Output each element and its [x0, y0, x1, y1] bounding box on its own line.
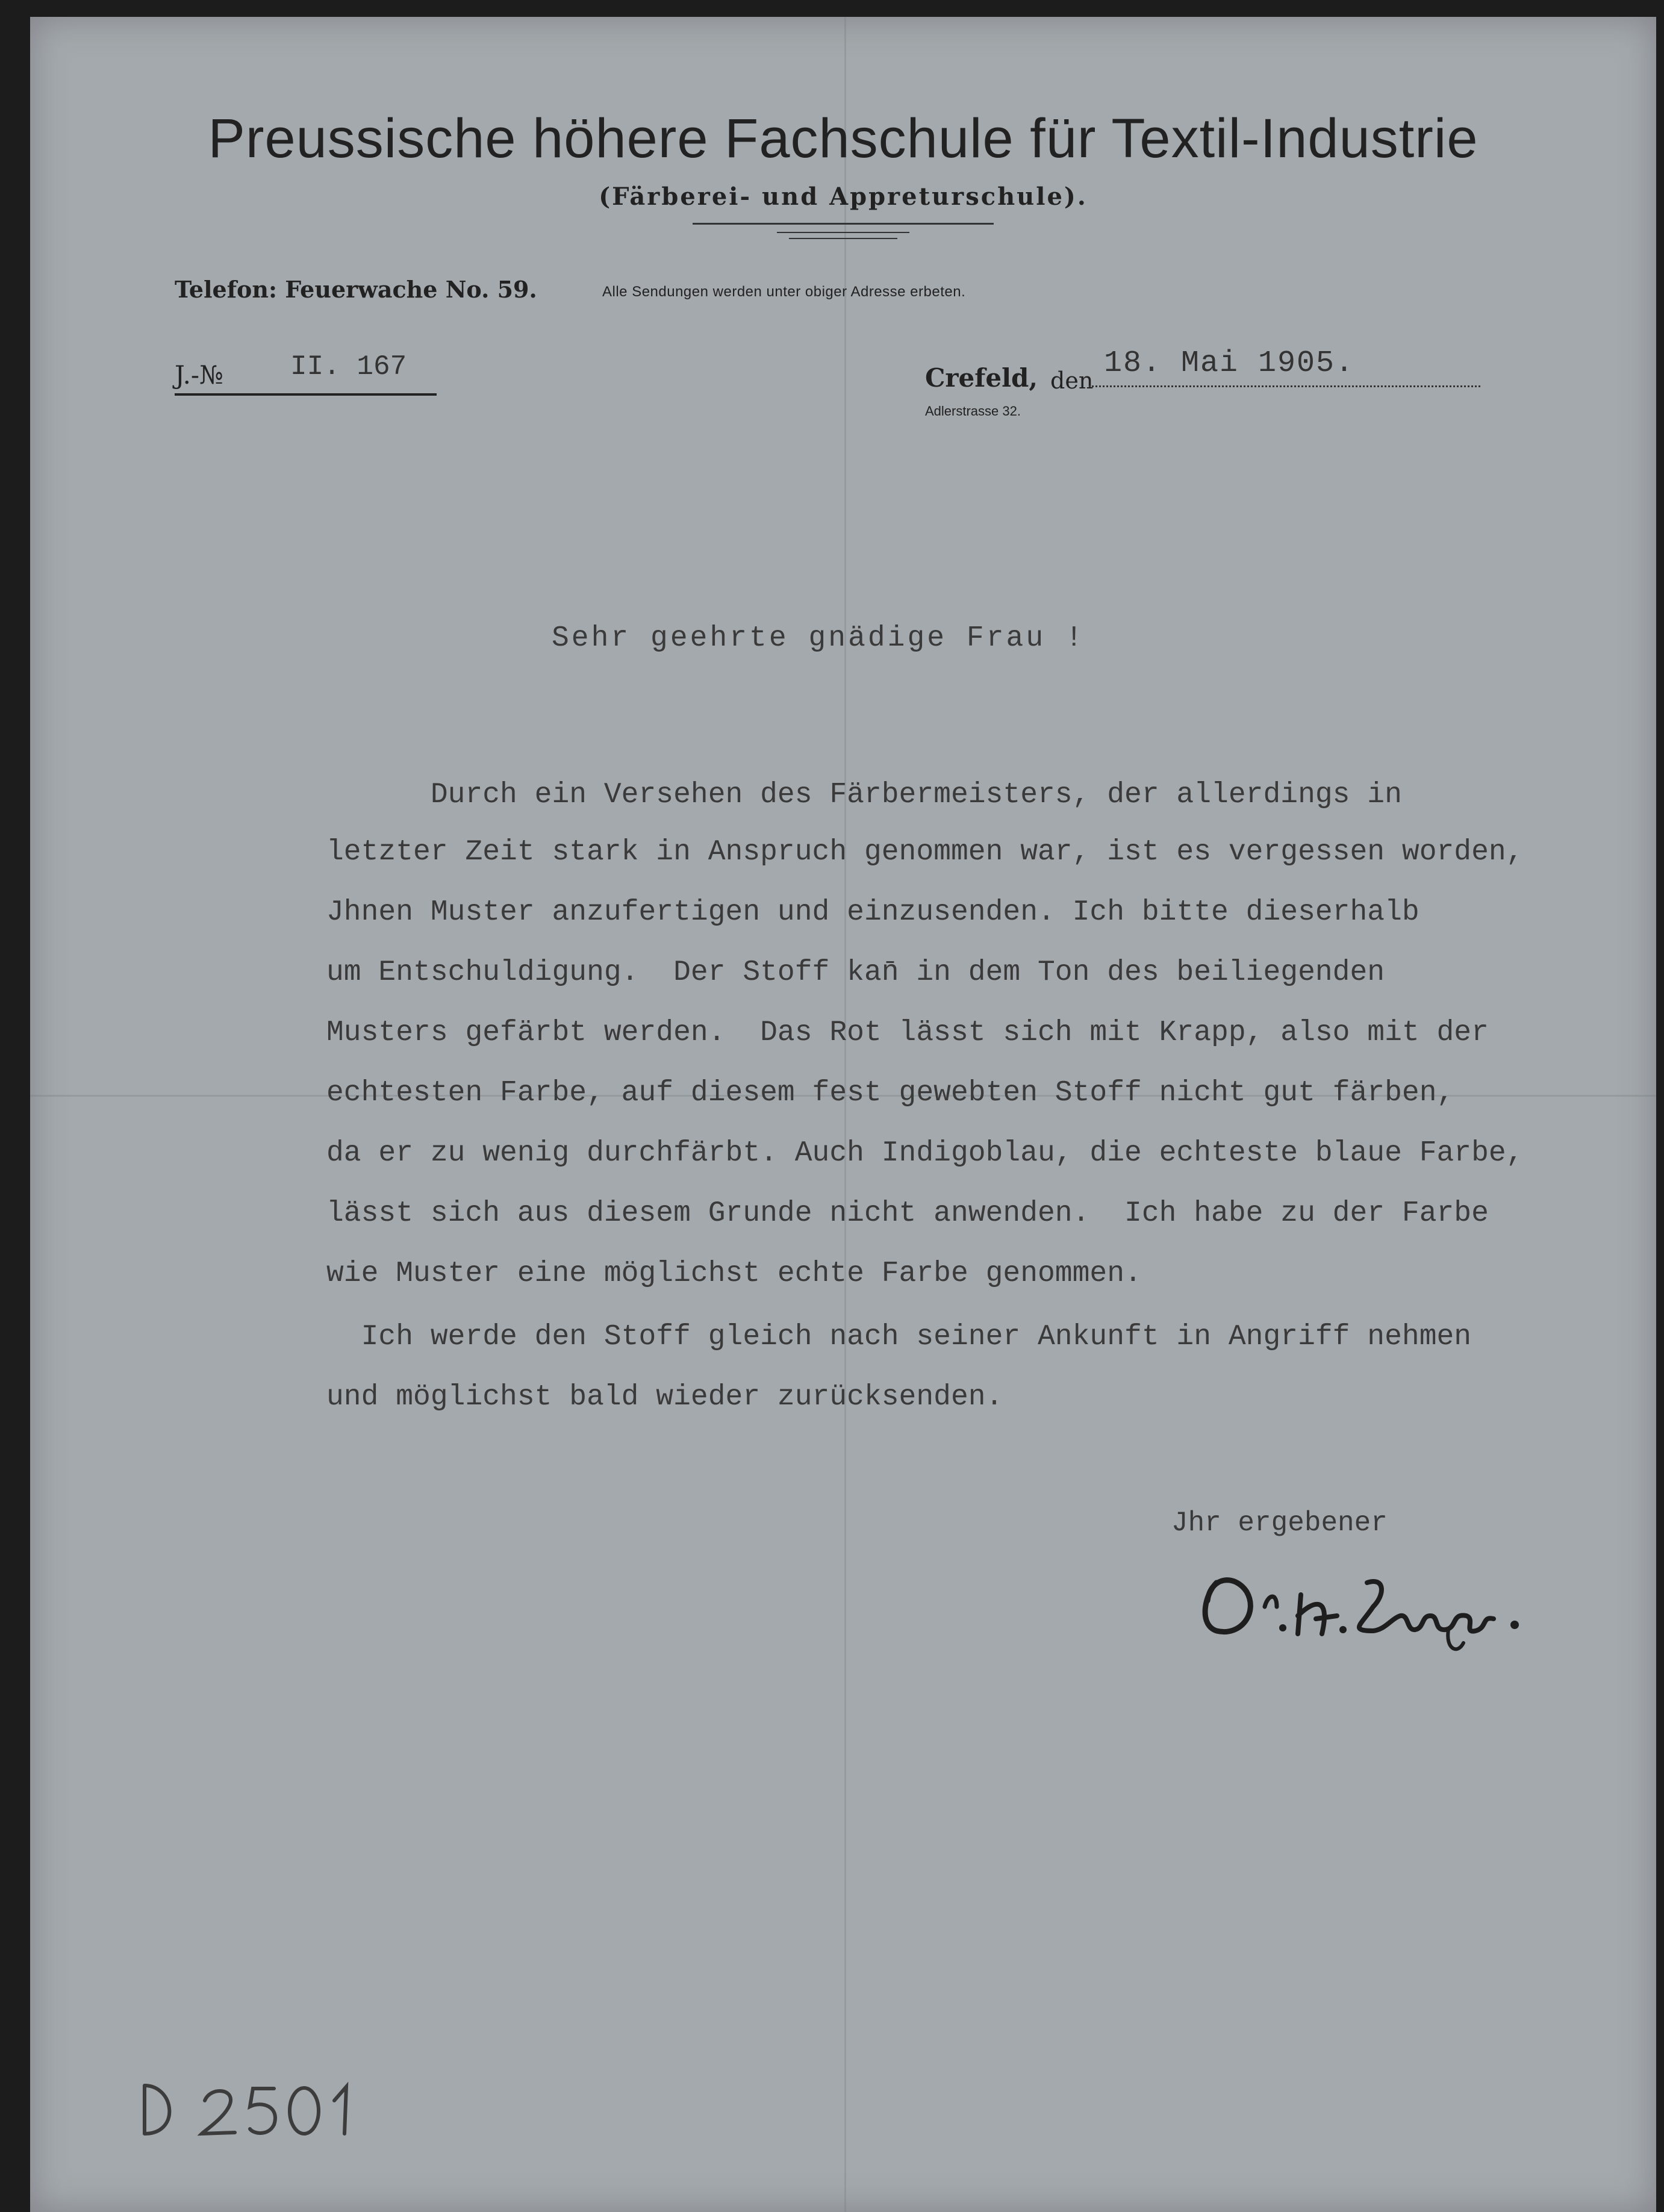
letterhead-subtitle: (Färberei- und Appreturschule).	[599, 182, 1088, 211]
vertical-fold	[844, 17, 846, 2212]
body-line: wie Muster eine möglichst echte Farbe genommen.	[326, 1257, 1142, 1290]
closing: Jhr ergebener	[1171, 1507, 1388, 1539]
body-line: Musters gefärbt werden. Das Rot lässt sich mit Krapp, also mit der	[326, 1017, 1489, 1049]
body-line: Jhnen Muster anzufertigen und einzusenden. Ich bitte dieserhalb	[326, 896, 1419, 929]
body-line: und möglichst bald wieder zurücksenden.	[326, 1381, 1003, 1413]
body-line: letzter Zeit stark in Anspruch genommen war, ist es vergessen worden,	[326, 836, 1524, 868]
street-address: Adlerstrasse 32.	[925, 403, 1021, 419]
body-line: Ich werde den Stoff gleich nach seiner Ankunft in Angriff nehmen	[326, 1321, 1472, 1353]
phone-line: Telefon: Feuerwache No. 59.	[175, 276, 537, 303]
letterhead-rule	[693, 223, 994, 225]
salutation: Sehr geehrte gnädige Frau !	[552, 622, 1085, 655]
body-line: um Entschuldigung. Der Stoff kan̄ in dem Ton des beiliegenden	[326, 956, 1385, 989]
letterhead-title: Preussische höhere Fachschule für Textil-Industrie	[208, 108, 1479, 169]
letter-date: 18. Mai 1905.	[1104, 346, 1355, 381]
signature	[1192, 1559, 1530, 1661]
body-line: lässt sich aus diesem Grunde nicht anwenden. Ich habe zu der Farbe	[326, 1197, 1489, 1230]
date-dotted-line	[1089, 385, 1480, 387]
journal-underline	[175, 393, 437, 396]
letterhead-rule-short	[777, 232, 909, 233]
journal-number: II. 167	[290, 351, 407, 382]
body-line: Durch ein Versehen des Färbermeisters, der allerdings in	[326, 779, 1402, 811]
mailing-notice: Alle Sendungen werden unter obiger Adresse erbeten.	[602, 284, 966, 300]
body-line: echtesten Farbe, auf diesem fest gewebten Stoff nicht gut färben,	[326, 1077, 1454, 1109]
city: Crefeld,	[925, 363, 1038, 393]
journal-prefix: J.-№	[175, 360, 223, 390]
date-prefix: den	[1050, 367, 1094, 394]
letter-sheet	[30, 17, 1656, 2212]
letterhead-rule-short-2	[789, 238, 897, 239]
archive-mark	[132, 2073, 361, 2146]
body-line: da er zu wenig durchfärbt. Auch Indigoblau, die echteste blaue Farbe,	[326, 1137, 1524, 1170]
